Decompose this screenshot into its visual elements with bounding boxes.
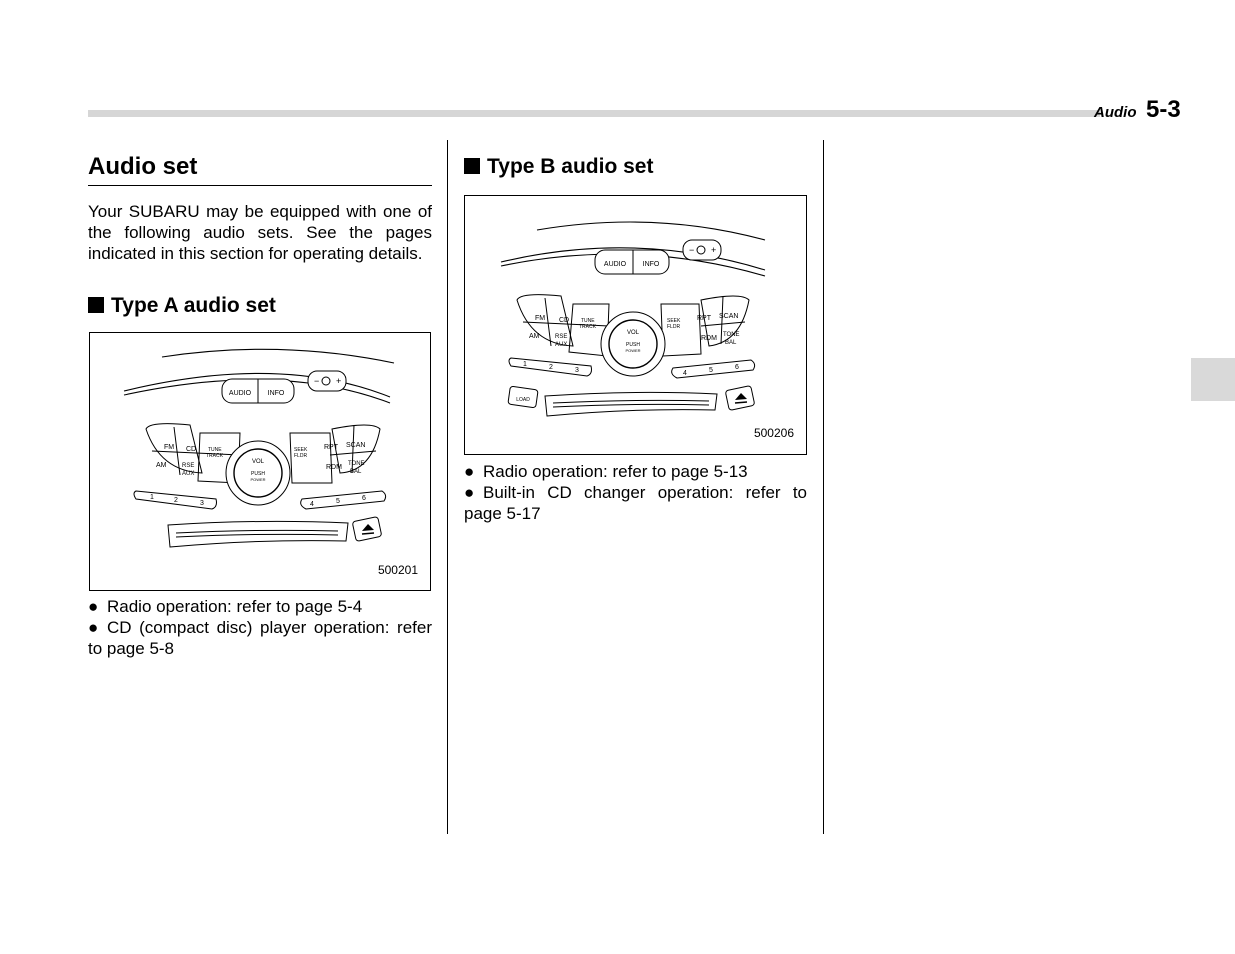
fldr-label: FLDR: [667, 324, 681, 330]
type-a-heading: [88, 290, 432, 322]
cd-label: CD: [186, 446, 197, 454]
info-button-label: INFO: [267, 390, 285, 398]
type-b-bullet-list: [464, 462, 807, 524]
seek-label: SEEK: [667, 318, 681, 324]
bullet-icon: ●: [88, 618, 99, 638]
am-label: AM: [529, 333, 540, 340]
type-a-figure: [89, 332, 431, 591]
info-button-label: INFO: [642, 261, 660, 268]
tone-label: TONE: [348, 461, 365, 468]
column-divider: [447, 140, 448, 834]
preset-3-label: 3: [575, 367, 579, 374]
type-b-figure: [464, 195, 807, 455]
square-bullet-icon: [88, 297, 104, 313]
cd-slot: [168, 522, 348, 548]
list-item: ● Built-in CD changer operation: refer to page 5-17: [464, 482, 807, 523]
type-a-audio-panel-illustration: [90, 333, 430, 590]
type-a-bullet-list: [88, 597, 432, 659]
track-label: TRACK: [206, 453, 223, 460]
eject-icon: [352, 517, 382, 542]
audio-info-buttons: [222, 371, 346, 403]
list-item: ● Radio operation: refer to page 5-13: [464, 462, 748, 481]
load-label: LOAD: [516, 397, 530, 403]
column-divider: [823, 140, 824, 834]
track-label: TRACK: [579, 324, 596, 330]
square-bullet-icon: [464, 158, 480, 174]
audio-info-buttons: [595, 240, 721, 274]
preset-4-label: 4: [683, 370, 687, 377]
figure-id: 500206: [753, 426, 794, 441]
header-page-number: 5-3: [1146, 96, 1181, 123]
rpt-label: RPT: [697, 315, 711, 322]
power-label: POWER: [625, 348, 641, 353]
rdm-label: RDM: [326, 464, 342, 472]
preset-2-label: 2: [549, 364, 553, 371]
list-item: ● Radio operation: refer to page 5-4: [88, 597, 363, 617]
rse-label: RSE: [182, 463, 195, 470]
rdm-label: RDM: [701, 335, 717, 342]
rpt-label: RPT: [324, 444, 338, 452]
type-a-heading-text: Type A audio set: [111, 294, 276, 318]
volume-knob: [226, 441, 290, 505]
bullet-icon: ●: [88, 597, 99, 617]
page-title: Audio set: [88, 150, 432, 186]
aux-label: AUX: [555, 342, 568, 348]
seek-label: SEEK: [294, 447, 308, 454]
intro-paragraph: Your SUBARU may be equipped with one of the following audio sets. See the pages indicated in this section for operating details.: [88, 202, 432, 263]
scan-label: SCAN: [719, 313, 739, 320]
push-label: PUSH: [626, 342, 640, 348]
type-b-audio-panel-illustration: [465, 196, 806, 454]
am-label: AM: [156, 462, 167, 470]
aux-label: AUX: [182, 471, 195, 478]
tune-label: TUNE: [581, 318, 595, 324]
type-b-heading-text: Type B audio set: [487, 155, 654, 178]
bullet-icon: ●: [464, 482, 475, 502]
preset-1-label: 1: [523, 361, 527, 368]
middle-column: [464, 150, 807, 524]
eject-icon: [725, 386, 755, 411]
cd-label: CD: [559, 317, 570, 324]
cd-slot: [545, 392, 717, 416]
svg-text:−: −: [689, 245, 695, 255]
svg-text:+: +: [336, 376, 342, 387]
preset-1-label: 1: [150, 494, 154, 502]
power-label: POWER: [250, 477, 266, 483]
svg-text:−: −: [314, 376, 320, 387]
audio-button-label: AUDIO: [603, 261, 627, 268]
preset-3-label: 3: [200, 500, 204, 508]
type-b-heading: [464, 151, 807, 183]
load-button: [508, 386, 538, 408]
bullet-icon: ●: [464, 462, 475, 481]
bal-label: BAL: [725, 340, 737, 346]
vol-label: VOL: [251, 459, 265, 466]
svg-text:+: +: [711, 245, 717, 255]
vol-label: VOL: [626, 330, 640, 336]
figure-id: 500201: [377, 562, 418, 577]
preset-5-label: 5: [709, 367, 713, 374]
tone-label: TONE: [723, 332, 740, 338]
left-column: [88, 150, 432, 660]
preset-4-label: 4: [310, 501, 314, 509]
volume-knob: [601, 312, 665, 376]
list-item: ● CD (compact disc) player operation: refer to page 5-8: [88, 618, 432, 658]
preset-2-label: 2: [174, 497, 178, 505]
header-section-title: Audio: [1094, 104, 1137, 121]
chapter-thumb-tab: [1191, 358, 1235, 401]
bal-label: BAL: [350, 469, 362, 476]
preset-5-label: 5: [336, 498, 340, 506]
fldr-label: FLDR: [294, 453, 308, 460]
audio-button-label: AUDIO: [228, 390, 252, 398]
fm-label: FM: [164, 444, 175, 452]
preset-6-label: 6: [362, 495, 366, 503]
scan-label: SCAN: [346, 442, 366, 450]
tune-label: TUNE: [208, 447, 222, 454]
push-label: PUSH: [251, 471, 265, 478]
preset-6-label: 6: [735, 364, 739, 371]
header-rule: [88, 110, 1100, 117]
fm-label: FM: [535, 315, 546, 322]
rse-label: RSE: [555, 334, 568, 340]
